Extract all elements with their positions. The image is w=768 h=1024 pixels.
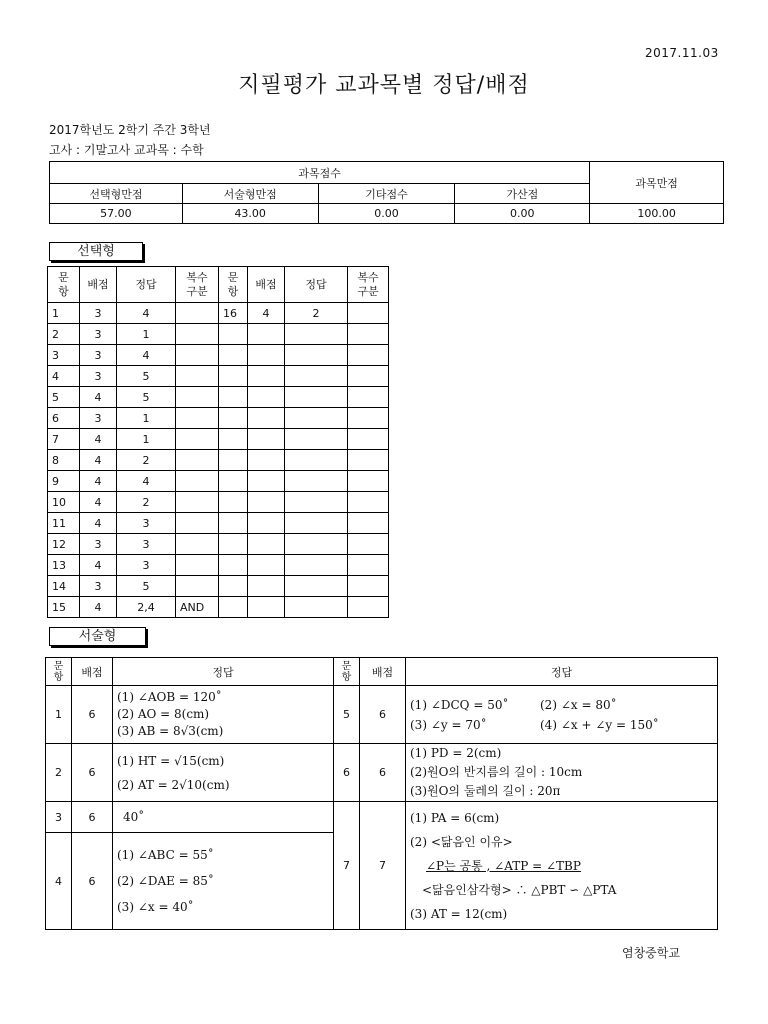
mc-row [48,492,389,513]
answer-line: (2)원O의 반지름의 길이 : 10cm [410,765,583,779]
mc-cell [248,513,285,534]
mc-header-cell: 문 항 [48,267,80,303]
mc-cell: 5 [117,366,176,387]
mc-cell [176,534,219,555]
mc-cell: 4 [80,597,117,618]
mc-cell: 4 [80,450,117,471]
school-name: 염창중학교 [622,946,680,960]
essay-item-score: 6 [72,802,113,833]
mc-header-cell: 정답 [285,267,348,303]
mc-cell [176,366,219,387]
mc-cell [285,576,348,597]
mc-cell [219,576,248,597]
mc-cell [176,408,219,429]
mc-cell [176,576,219,597]
mc-cell [219,534,248,555]
mc-cell [176,429,219,450]
mc-cell [248,366,285,387]
mc-cell: 4 [80,513,117,534]
mc-cell [248,408,285,429]
answer-line: 40˚ [123,810,145,824]
mc-cell: 2 [285,303,348,324]
mc-cell: 3 [117,513,176,534]
mc-cell: 4 [248,303,285,324]
essay-item-score: 6 [72,744,113,802]
essay-item-answer [113,833,334,930]
mc-cell [219,387,248,408]
mc-cell [285,471,348,492]
essay-header-score: 배점 [72,658,113,686]
mc-cell [219,366,248,387]
mc-cell [176,345,219,366]
mc-cell [176,450,219,471]
mc-cell [348,513,389,534]
mc-cell [248,576,285,597]
score-summary-table [49,161,724,224]
mc-cell [285,366,348,387]
mc-cell: 4 [80,492,117,513]
essay-item-no: 2 [46,744,72,802]
mc-cell [248,324,285,345]
mc-row [48,576,389,597]
mc-cell [348,324,389,345]
mc-header-cell: 복수 구분 [348,267,389,303]
answer-line: (2) AO = 8(cm) [117,707,210,721]
mc-cell: 4 [117,345,176,366]
score-column-header: 서술형만점 [182,184,318,204]
page-title: 지필평가 교과목별 정답/배점 [238,73,530,98]
mc-cell: 2,4 [117,597,176,618]
mc-row [48,471,389,492]
mc-cell: 7 [48,429,80,450]
mc-row [48,513,389,534]
mc-cell [248,387,285,408]
mc-cell [285,450,348,471]
mc-cell: 2 [117,492,176,513]
essay-header-score: 배점 [360,658,406,686]
score-value: 0.00 [455,204,590,224]
answer-line: (1) HT = √15(cm) [117,753,225,768]
score-column-header: 가산점 [455,184,590,204]
mc-cell [219,471,248,492]
essay-item-answer [113,744,334,802]
mc-cell: AND [176,597,219,618]
mc-cell [219,555,248,576]
mc-cell [285,492,348,513]
mc-cell: 4 [80,471,117,492]
essay-item-no: 1 [46,686,72,744]
essay-label: 서술형 [49,627,146,646]
mc-cell [219,492,248,513]
mc-cell: 3 [80,345,117,366]
mc-cell [348,345,389,366]
mc-cell [348,450,389,471]
mc-row [48,345,389,366]
essay-header-no [334,658,360,686]
mc-cell: 3 [117,555,176,576]
mc-cell [248,597,285,618]
mc-cell [176,492,219,513]
essay-item-score: 6 [360,686,406,744]
mc-cell [248,492,285,513]
mc-cell [348,408,389,429]
mc-cell [348,429,389,450]
mc-cell: 4 [117,303,176,324]
mc-cell [285,387,348,408]
mc-cell [348,534,389,555]
mc-cell: 12 [48,534,80,555]
essay-header-answer: 정답 [113,658,334,686]
mc-cell: 3 [80,576,117,597]
mc-cell: 4 [80,555,117,576]
essay-item-score: 6 [72,833,113,930]
mc-cell [348,366,389,387]
mc-cell [348,576,389,597]
mc-header-cell: 배점 [248,267,285,303]
mc-cell [285,429,348,450]
mc-row [48,387,389,408]
mc-row [48,597,389,618]
mc-row [48,429,389,450]
mc-cell [176,324,219,345]
mc-cell: 3 [80,408,117,429]
mc-row [48,450,389,471]
essay-header-answer: 정답 [406,658,718,686]
mc-cell: 11 [48,513,80,534]
mc-cell: 4 [48,366,80,387]
essay-item-no: 7 [334,802,360,930]
mc-header-cell: 복수 구분 [176,267,219,303]
mc-cell: 1 [117,429,176,450]
essay-item-answer [113,686,334,744]
essay-item-score: 6 [360,744,406,802]
mc-cell: 3 [80,534,117,555]
mc-row [48,303,389,324]
mc-cell [285,597,348,618]
mc-header-cell: 문 항 [219,267,248,303]
answer-line: (1) ∠AOB = 120˚ [117,690,222,704]
mc-cell [348,471,389,492]
score-value: 0.00 [318,204,455,224]
essay-item-no: 4 [46,833,72,930]
mc-cell [219,513,248,534]
mc-cell [176,471,219,492]
answer-line: (3) AT = 12(cm) [410,906,508,921]
mc-cell [348,597,389,618]
mc-cell [348,492,389,513]
mc-cell: 2 [48,324,80,345]
answer-line: (3) ∠x = 40˚ [117,900,194,914]
mc-cell [248,534,285,555]
mc-cell [219,429,248,450]
essay-header-no [46,658,72,686]
mc-cell: 15 [48,597,80,618]
exam-info-year: 2017학년도 2학기 주간 3학년 [49,123,211,137]
mc-cell [248,345,285,366]
answer-line: (1) PA = 6(cm) [410,810,500,825]
answer-line: (3) ∠y = 70˚ [410,717,487,732]
essay-item-answer [406,686,718,744]
mc-cell: 5 [117,576,176,597]
mc-cell: 10 [48,492,80,513]
mc-cell: 1 [117,408,176,429]
score-column-header: 선택형만점 [50,184,183,204]
mc-cell [248,429,285,450]
answer-line: (4) ∠x + ∠y = 150˚ [540,717,659,732]
mc-header-cell: 배점 [80,267,117,303]
essay-item-no: 6 [334,744,360,802]
mc-cell: 6 [48,408,80,429]
mc-cell: 3 [117,534,176,555]
mc-cell: 5 [117,387,176,408]
score-value: 43.00 [182,204,318,224]
mc-cell [285,345,348,366]
score-column-header: 기타점수 [318,184,455,204]
mc-cell [348,303,389,324]
document-date: 2017.11.03 [645,46,719,60]
mc-cell [285,324,348,345]
mc-header-cell: 정답 [117,267,176,303]
essay-header-text: 문 항 [341,660,352,683]
answer-line: <닮음인삼각형> ∴ △PBT ∽ △PTA [422,882,617,897]
essay-item-score: 7 [360,802,406,930]
total-score-value: 100.00 [590,204,724,224]
mc-cell: 3 [80,303,117,324]
mc-cell: 4 [80,387,117,408]
mc-cell [176,555,219,576]
mc-row [48,366,389,387]
essay-item-no: 5 [334,686,360,744]
mc-row [48,534,389,555]
mc-cell [285,534,348,555]
mc-cell: 16 [219,303,248,324]
total-score-header: 과목만점 [590,162,724,204]
answer-line: (1) ∠DCQ = 50˚ [410,697,509,712]
mc-cell [285,408,348,429]
mc-cell [285,513,348,534]
exam-info-subject: 고사 : 기말고사 교과목 : 수학 [49,143,204,157]
mc-cell: 4 [80,429,117,450]
mc-cell: 9 [48,471,80,492]
answer-line: (3)원O의 둘레의 길이 : 20π [410,784,561,798]
essay-item-answer [406,802,718,930]
mc-cell [219,324,248,345]
mc-cell: 14 [48,576,80,597]
essay-item-no: 3 [46,802,72,833]
mc-row [48,408,389,429]
multiple-choice-label: 선택형 [49,242,143,261]
score-group-header: 과목점수 [50,162,590,184]
mc-cell: 3 [48,345,80,366]
essay-item-score: 6 [72,686,113,744]
mc-cell [248,555,285,576]
mc-cell [219,408,248,429]
answer-line: (2) ∠x = 80˚ [540,697,617,712]
mc-cell [248,471,285,492]
mc-cell: 4 [117,471,176,492]
multiple-choice-table [47,266,389,618]
essay-item-answer [406,744,718,802]
score-value: 57.00 [50,204,183,224]
mc-cell: 2 [117,450,176,471]
mc-cell [285,555,348,576]
answer-line: (2) <닮음인 이유> [410,834,513,849]
mc-cell: 8 [48,450,80,471]
mc-cell: 3 [80,324,117,345]
answer-line: (1) ∠ABC = 55˚ [117,848,214,862]
mc-cell: 5 [48,387,80,408]
essay-table [45,657,718,930]
answer-line: (2) AT = 2√10(cm) [117,777,230,792]
mc-cell [219,450,248,471]
mc-cell: 3 [80,366,117,387]
essay-header-text: 문 항 [53,660,64,683]
mc-cell [176,387,219,408]
mc-cell [176,513,219,534]
answer-line: (3) AB = 8√3(cm) [117,724,224,738]
mc-cell: 13 [48,555,80,576]
answer-line: (2) ∠DAE = 85˚ [117,874,214,888]
mc-cell [348,555,389,576]
mc-row [48,555,389,576]
mc-cell [176,303,219,324]
mc-cell: 1 [48,303,80,324]
mc-cell [248,450,285,471]
answer-line: (1) PD = 2(cm) [410,746,502,760]
mc-cell [348,387,389,408]
mc-cell [219,597,248,618]
mc-cell: 1 [117,324,176,345]
mc-cell [219,345,248,366]
answer-line: ∠P는 공통 , ∠ATP = ∠TBP [426,858,581,873]
mc-row [48,324,389,345]
essay-item-answer [113,802,334,833]
